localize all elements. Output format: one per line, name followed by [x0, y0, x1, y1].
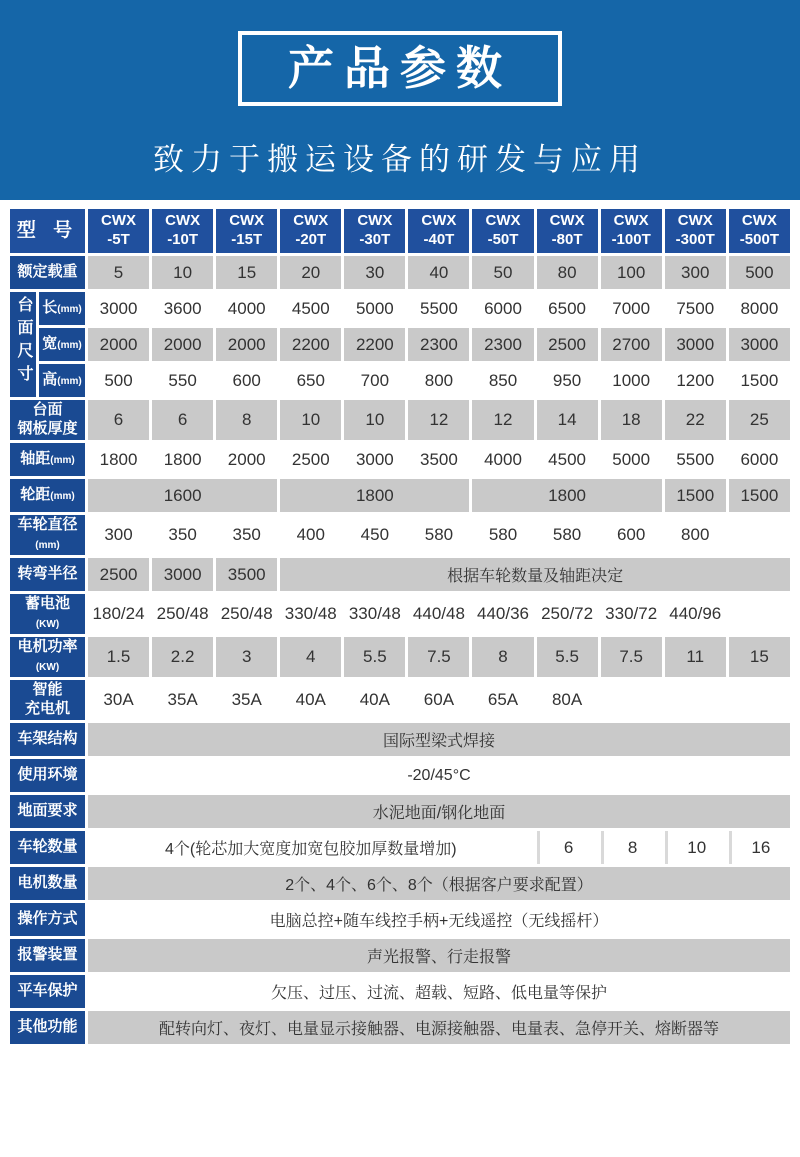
cell-turning-radius: 根据车轮数量及轴距决定	[280, 558, 790, 591]
cell-deck-width: 2000	[216, 328, 277, 361]
cell-wheel-diameter: 350	[216, 515, 277, 555]
model-prefix: CWX	[741, 212, 777, 230]
cell-motor-power: 4	[280, 637, 341, 677]
label-flatcar-protection	[10, 975, 85, 1008]
cell-deck-plate-thickness: 18	[601, 400, 662, 440]
model-suffix: -30T	[359, 231, 391, 248]
row-motor-count	[10, 867, 790, 900]
model-prefix: CWX	[485, 212, 521, 230]
cell-deck-width: 2000	[88, 328, 149, 361]
cell-wheel-track: 1500	[729, 479, 790, 512]
cell-alarm-device: 声光报警、行走报警	[88, 939, 790, 972]
cell-battery: 180/24	[88, 594, 149, 634]
label-line	[10, 486, 85, 505]
label-ground-requirement	[10, 795, 85, 828]
row-wheelbase	[10, 443, 790, 476]
cell-motor-power: 2.2	[152, 637, 213, 677]
label-unit: (mm)	[57, 376, 82, 388]
label-text: 其他功能	[17, 1018, 78, 1036]
cell-deck-plate-thickness: 22	[665, 400, 726, 440]
cell-operation-mode: 电脑总控+随车线控手柄+无线遥控（无线摇杆）	[88, 903, 790, 936]
row-alarm-device	[10, 939, 790, 972]
label-unit: (mm)	[50, 491, 75, 503]
label-line	[10, 730, 85, 749]
cell-deck-length: 8000	[729, 292, 790, 325]
label-line	[10, 1018, 85, 1037]
cell-deck-length: 3600	[152, 292, 213, 325]
cell-battery: 440/48	[408, 594, 469, 634]
cell-deck-plate-thickness: 8	[216, 400, 277, 440]
label-text: 轮距	[20, 486, 51, 504]
label-text: 钢板厚度	[17, 420, 78, 437]
spec-table	[7, 206, 793, 1047]
cell-battery: 330/48	[344, 594, 405, 634]
label-line	[39, 299, 85, 318]
cell-wheel-track: 1500	[665, 479, 726, 512]
cell-deck-plate-thickness: 25	[729, 400, 790, 440]
cell-ground-requirement: 水泥地面/钢化地面	[88, 795, 790, 828]
cell-wheel-count: 4个(轮芯加大宽度加宽包胶加厚数量增加)	[88, 831, 534, 864]
label-line	[10, 657, 85, 676]
cell-smart-charger: 35A	[216, 680, 277, 720]
label-line	[10, 263, 85, 282]
label-text: 车架结构	[17, 730, 78, 748]
model-prefix: CWX	[549, 212, 585, 230]
model-header-50t	[472, 209, 533, 253]
cell-operating-environment: -20/45°C	[88, 759, 790, 792]
model-prefix: CWX	[613, 212, 649, 230]
model-suffix: -20T	[295, 231, 327, 248]
label-line	[10, 766, 85, 785]
cell-motor-power: 3	[216, 637, 277, 677]
cell-rated-load: 300	[665, 256, 726, 289]
model-prefix: CWX	[293, 212, 329, 230]
row-motor-power	[10, 637, 790, 677]
label-line	[10, 802, 85, 821]
label-text: 轴距	[20, 450, 51, 468]
model-header-15t	[216, 209, 277, 253]
cell-battery	[729, 594, 790, 634]
cell-wheelbase: 4000	[472, 443, 533, 476]
cell-deck-height: 850	[472, 364, 533, 397]
label-deck-plate-thickness	[10, 400, 85, 440]
cell-deck-width: 2200	[280, 328, 341, 361]
label-text: 智能	[32, 681, 63, 699]
model-header-80t	[537, 209, 598, 253]
cell-deck-length: 3000	[88, 292, 149, 325]
cell-motor-power: 7.5	[408, 637, 469, 677]
label-wheel-track	[10, 479, 85, 512]
label-text: 车轮直径	[17, 516, 78, 534]
cell-deck-width: 2300	[408, 328, 469, 361]
label-wheelbase	[10, 443, 85, 476]
model-prefix: CWX	[101, 212, 137, 230]
cell-wheel-diameter: 580	[472, 515, 533, 555]
cell-deck-height: 600	[216, 364, 277, 397]
cell-deck-plate-thickness: 6	[152, 400, 213, 440]
cell-turning-radius: 2500	[88, 558, 149, 591]
row-ground-requirement	[10, 795, 790, 828]
cell-wheelbase: 4500	[537, 443, 598, 476]
label-unit: (KW)	[35, 662, 60, 673]
cell-turning-radius: 3500	[216, 558, 277, 591]
label-line	[39, 335, 85, 354]
cell-motor-power: 15	[729, 637, 790, 677]
cell-smart-charger: 40A	[280, 680, 341, 720]
label-unit: (mm)	[35, 540, 60, 551]
model-header-30t	[344, 209, 405, 253]
cell-wheel-diameter: 350	[152, 515, 213, 555]
cell-smart-charger	[665, 680, 726, 720]
label-text: 使用环境	[17, 766, 78, 784]
label-line	[10, 516, 85, 535]
label-deck-width	[39, 328, 85, 361]
cell-rated-load: 30	[344, 256, 405, 289]
label-line	[10, 838, 85, 857]
cell-deck-height: 950	[537, 364, 598, 397]
title-box	[238, 31, 562, 106]
cell-battery: 250/72	[537, 594, 598, 634]
cell-deck-length: 5000	[344, 292, 405, 325]
cell-wheelbase: 1800	[88, 443, 149, 476]
label-line	[10, 638, 85, 657]
label-operation-mode	[10, 903, 85, 936]
cell-wheel-count: 8	[601, 831, 662, 864]
cell-smart-charger: 80A	[537, 680, 598, 720]
label-text: 台面	[32, 401, 63, 419]
cell-wheel-diameter: 580	[537, 515, 598, 555]
cell-deck-width: 2500	[537, 328, 598, 361]
model-header-100t	[601, 209, 662, 253]
model-suffix: -80T	[551, 231, 583, 248]
cell-rated-load: 500	[729, 256, 790, 289]
cell-deck-width: 2200	[344, 328, 405, 361]
cell-frame-structure: 国际型梁式焊接	[88, 723, 790, 756]
label-line	[10, 535, 85, 554]
cell-deck-length: 4000	[216, 292, 277, 325]
label-text: 长	[42, 299, 58, 317]
label-text: 高	[42, 371, 58, 389]
cell-wheel-diameter: 800	[665, 515, 726, 555]
label-alarm-device	[10, 939, 85, 972]
cell-deck-height: 1200	[665, 364, 726, 397]
cell-deck-length: 7000	[601, 292, 662, 325]
label-wheel-count	[10, 831, 85, 864]
cell-deck-width: 2700	[601, 328, 662, 361]
label-line	[10, 595, 85, 614]
label-battery	[10, 594, 85, 634]
model-prefix: CWX	[421, 212, 457, 230]
page-title: 产品参数	[288, 42, 512, 94]
model-prefix: CWX	[357, 212, 393, 230]
cell-wheel-track: 1800	[472, 479, 661, 512]
model-header-5t	[88, 209, 149, 253]
cell-battery: 440/96	[665, 594, 726, 634]
model-suffix: -300T	[675, 231, 715, 248]
label-line	[10, 614, 85, 633]
cell-wheelbase: 2000	[216, 443, 277, 476]
label-smart-charger	[10, 680, 85, 720]
cell-wheel-diameter	[729, 515, 790, 555]
cell-deck-width: 3000	[729, 328, 790, 361]
cell-wheelbase: 5500	[665, 443, 726, 476]
cell-deck-height: 500	[88, 364, 149, 397]
model-suffix: -40T	[423, 231, 455, 248]
label-unit: (mm)	[57, 340, 82, 352]
cell-wheel-diameter: 400	[280, 515, 341, 555]
model-suffix: -100T	[611, 231, 651, 248]
cell-wheel-count: 16	[729, 831, 790, 864]
cell-rated-load: 50	[472, 256, 533, 289]
model-header-500t	[729, 209, 790, 253]
cell-battery: 330/72	[601, 594, 662, 634]
cell-deck-height: 1500	[729, 364, 790, 397]
cell-deck-plate-thickness: 6	[88, 400, 149, 440]
label-line	[10, 700, 85, 719]
cell-motor-power: 11	[665, 637, 726, 677]
cell-deck-height: 800	[408, 364, 469, 397]
model-header-300t	[665, 209, 726, 253]
label-line	[10, 874, 85, 893]
label-text: 宽	[42, 335, 58, 353]
label-deck-height	[39, 364, 85, 397]
cell-other-functions: 配转向灯、夜灯、电量显示接触器、电源接触器、电量表、急停开关、熔断器等	[88, 1011, 790, 1044]
cell-deck-width: 2300	[472, 328, 533, 361]
model-suffix: -15T	[231, 231, 263, 248]
label-text: 操作方式	[17, 910, 78, 928]
model-header-40t	[408, 209, 469, 253]
label-operating-environment	[10, 759, 85, 792]
row-battery	[10, 594, 790, 634]
row-turning-radius	[10, 558, 790, 591]
label-unit: (mm)	[57, 304, 82, 316]
label-unit: (KW)	[35, 619, 60, 630]
cell-deck-length: 4500	[280, 292, 341, 325]
label-line	[10, 565, 85, 584]
cell-battery: 440/36	[472, 594, 533, 634]
label-text: 平车保护	[17, 982, 78, 1000]
label-text: 电机功率	[17, 638, 78, 656]
label-line	[10, 681, 85, 700]
cell-wheel-track: 1600	[88, 479, 277, 512]
cell-rated-load: 15	[216, 256, 277, 289]
row-deck-width	[10, 328, 790, 361]
model-suffix: -10T	[167, 231, 199, 248]
row-wheel-count	[10, 831, 790, 864]
cell-wheel-diameter: 300	[88, 515, 149, 555]
label-line	[10, 982, 85, 1001]
model-suffix: -5T	[107, 231, 130, 248]
group-label-text: 台面尺寸	[15, 296, 32, 388]
cell-wheel-count: 6	[537, 831, 598, 864]
cell-deck-height: 650	[280, 364, 341, 397]
cell-smart-charger: 65A	[472, 680, 533, 720]
cell-motor-count: 2个、4个、6个、8个（根据客户要求配置）	[88, 867, 790, 900]
label-other-functions	[10, 1011, 85, 1044]
page-subtitle: 致力于搬运设备的研发与应用	[153, 141, 647, 177]
model-suffix: -500T	[739, 231, 779, 248]
cell-flatcar-protection: 欠压、过压、过流、超载、短路、低电量等保护	[88, 975, 790, 1008]
row-wheel-diameter	[10, 515, 790, 555]
row-deck-height	[10, 364, 790, 397]
label-text: 地面要求	[17, 802, 78, 820]
cell-deck-length: 5500	[408, 292, 469, 325]
label-motor-count	[10, 867, 85, 900]
label-turning-radius	[10, 558, 85, 591]
cell-motor-power: 5.5	[344, 637, 405, 677]
cell-rated-load: 20	[280, 256, 341, 289]
label-motor-power	[10, 637, 85, 677]
label-text: 蓄电池	[24, 595, 70, 613]
model-prefix: CWX	[165, 212, 201, 230]
label-line	[10, 450, 85, 469]
cell-wheelbase: 1800	[152, 443, 213, 476]
cell-rated-load: 80	[537, 256, 598, 289]
cell-deck-height: 550	[152, 364, 213, 397]
cell-battery: 250/48	[216, 594, 277, 634]
cell-wheel-diameter: 580	[408, 515, 469, 555]
label-line	[39, 371, 85, 390]
cell-deck-width: 2000	[152, 328, 213, 361]
cell-wheelbase: 6000	[729, 443, 790, 476]
cell-rated-load: 5	[88, 256, 149, 289]
label-line	[10, 946, 85, 965]
label-line	[10, 401, 85, 420]
cell-smart-charger	[729, 680, 790, 720]
cell-wheelbase: 3000	[344, 443, 405, 476]
row-other-functions	[10, 1011, 790, 1044]
row-operation-mode	[10, 903, 790, 936]
row-wheel-track	[10, 479, 790, 512]
cell-deck-width: 3000	[665, 328, 726, 361]
model-header-20t	[280, 209, 341, 253]
model-suffix: -50T	[487, 231, 519, 248]
banner	[0, 0, 800, 200]
row-operating-environment	[10, 759, 790, 792]
cell-deck-height: 1000	[601, 364, 662, 397]
label-rated-load	[10, 256, 85, 289]
cell-deck-plate-thickness: 10	[280, 400, 341, 440]
label-text: 报警装置	[17, 946, 78, 964]
row-rated-load	[10, 256, 790, 289]
cell-smart-charger: 60A	[408, 680, 469, 720]
cell-smart-charger: 35A	[152, 680, 213, 720]
cell-deck-length: 7500	[665, 292, 726, 325]
cell-deck-plate-thickness: 14	[537, 400, 598, 440]
cell-deck-plate-thickness: 12	[472, 400, 533, 440]
label-text: 车轮数量	[17, 838, 78, 856]
label-wheel-diameter	[10, 515, 85, 555]
cell-motor-power: 1.5	[88, 637, 149, 677]
row-smart-charger	[10, 680, 790, 720]
label-text: 电机数量	[17, 874, 78, 892]
cell-rated-load: 40	[408, 256, 469, 289]
label-deck-length	[39, 292, 85, 325]
cell-turning-radius: 3000	[152, 558, 213, 591]
cell-deck-plate-thickness: 12	[408, 400, 469, 440]
cell-smart-charger: 40A	[344, 680, 405, 720]
cell-wheel-count: 10	[665, 831, 726, 864]
cell-deck-length: 6000	[472, 292, 533, 325]
row-flatcar-protection	[10, 975, 790, 1008]
cell-deck-plate-thickness: 10	[344, 400, 405, 440]
cell-wheel-track: 1800	[280, 479, 469, 512]
cell-deck-length: 6500	[537, 292, 598, 325]
cell-motor-power: 5.5	[537, 637, 598, 677]
row-frame-structure	[10, 723, 790, 756]
label-line	[10, 420, 85, 439]
row-deck-length	[10, 292, 790, 325]
model-header-10t	[152, 209, 213, 253]
cell-wheel-diameter: 450	[344, 515, 405, 555]
cell-rated-load: 100	[601, 256, 662, 289]
model-corner-label: 型 号	[10, 209, 85, 253]
label-line	[10, 910, 85, 929]
cell-battery: 330/48	[280, 594, 341, 634]
header-row	[10, 209, 790, 253]
label-frame-structure	[10, 723, 85, 756]
row-deck-plate-thickness	[10, 400, 790, 440]
cell-smart-charger: 30A	[88, 680, 149, 720]
label-text: 充电机	[24, 700, 70, 717]
cell-rated-load: 10	[152, 256, 213, 289]
model-prefix: CWX	[229, 212, 265, 230]
cell-motor-power: 7.5	[601, 637, 662, 677]
cell-battery: 250/48	[152, 594, 213, 634]
cell-wheel-diameter: 600	[601, 515, 662, 555]
group-label-deck-size	[10, 292, 36, 397]
label-text: 转弯半径	[17, 565, 78, 583]
cell-deck-height: 700	[344, 364, 405, 397]
cell-wheelbase: 2500	[280, 443, 341, 476]
cell-motor-power: 8	[472, 637, 533, 677]
cell-wheelbase: 3500	[408, 443, 469, 476]
label-unit: (mm)	[50, 455, 75, 467]
cell-smart-charger	[601, 680, 662, 720]
label-text: 额定载重	[17, 263, 78, 281]
model-prefix: CWX	[677, 212, 713, 230]
cell-wheelbase: 5000	[601, 443, 662, 476]
